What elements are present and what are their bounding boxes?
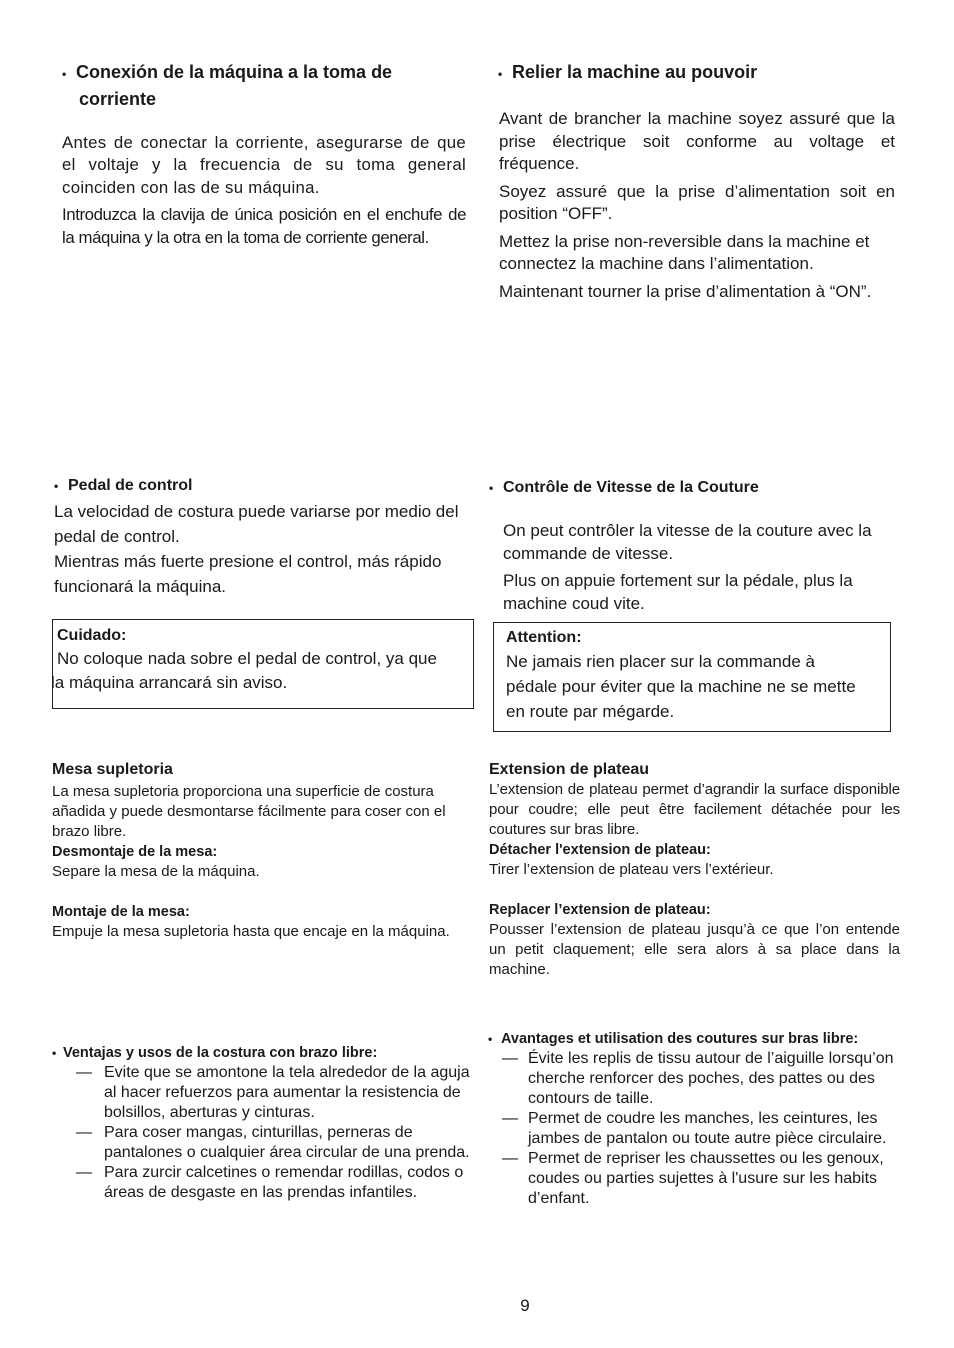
es-caution-line2: la máquina arrancará sin aviso. xyxy=(51,673,288,692)
fr-table-p1: L’extension de plateau permet d’agrandir la surface disponible pour coudre; elle peut être facilement détachée pour les coutures sur bras libre. xyxy=(489,781,900,838)
es-pedal-title: • Pedal de control xyxy=(54,474,474,498)
list-item: — Permet de coudre les manches, les ceintures, les jambes de pantalon ou toute autre pièce circulaire. xyxy=(502,1110,887,1147)
es-connect-section xyxy=(62,60,472,112)
fr-connect-body xyxy=(499,108,895,303)
es-connect-body xyxy=(62,132,466,249)
fr-speed-body xyxy=(503,520,895,615)
bullet: • xyxy=(54,479,59,493)
fr-speed-p1: On peut contrôler la vitesse de la couture avec la commande de vitesse. xyxy=(503,521,872,563)
fr-connect-title: • Relier la machine au pouvoir xyxy=(498,60,898,87)
fr-table-section xyxy=(489,760,900,980)
list-item: — Para coser mangas, cinturillas, perneras de pantalones o cualquier área circular de una prenda. xyxy=(76,1124,470,1161)
fr-attention-title: Attention: xyxy=(506,629,582,646)
dash-mark: — xyxy=(76,1124,92,1141)
fr-table-title: Extension de plateau xyxy=(489,761,650,778)
es-pedal-p2: Mientras más fuerte presione el control, más rápido funcionará la máquina. xyxy=(54,552,442,596)
list-item: — Evite que se amontone la tela alrededor de la aguja al hacer refuerzos para aumentar la resistencia de bolsillos, aberturas y cinturas. xyxy=(76,1064,470,1121)
es-connect-p2: Introduzca la clavija de única posición en el enchufe de la máquina y la otra en la toma de corriente general. xyxy=(62,205,466,247)
es-table-p1: La mesa supletoria proporciona una superficie de costura añadida y puede desmontarse fácilmente para coser con el brazo libre. xyxy=(52,783,446,840)
fr-freearm-title: • Avantages et utilisation des coutures sur bras libre: xyxy=(488,1031,859,1047)
dash-mark: — xyxy=(76,1164,92,1181)
es-pedal-section xyxy=(54,474,474,498)
fr-attention-box xyxy=(493,622,891,732)
list-item: — Para zurcir calcetines o remendar rodillas, codos o áreas de desgaste en las prendas infantiles. xyxy=(76,1164,464,1201)
dash-mark: — xyxy=(76,1064,92,1081)
es-connect-title: • Conexión de la máquina a la toma de corriente xyxy=(62,62,393,109)
es-table-title: Mesa supletoria xyxy=(52,761,173,778)
list-item: — Évite les replis de tissu autour de l’aiguille lorsqu’on cherche renforcer des poches, des pattes ou des contours de taille. xyxy=(502,1050,894,1107)
dash-mark: — xyxy=(502,1150,518,1167)
fr-connect-p1: Avant de brancher la machine soyez assuré que la prise électrique soit conforme au voltage et fréquence. xyxy=(499,109,895,173)
dash-mark: — xyxy=(502,1050,518,1067)
fr-table-mount-text: Pousser l’extension de plateau jusqu’à ce que l’on entende un petit claquement; elle sera alors à sa place dans la machine. xyxy=(489,921,900,978)
es-table-mount-title: Montaje de la mesa: xyxy=(52,904,190,920)
bullet: • xyxy=(498,67,503,81)
fr-connect-section xyxy=(498,60,898,87)
es-table-mount-text: Empuje la mesa supletoria hasta que encaje en la máquina. xyxy=(52,923,450,940)
es-connect-p1: Antes de conectar la corriente, asegurarse de que el voltaje y la frecuencia de su toma general coinciden con las de su máquina. xyxy=(62,133,466,197)
es-freearm-list xyxy=(52,1063,472,1203)
fr-speed-title: • Contrôle de Vitesse de la Couture xyxy=(489,476,909,500)
fr-speed-section xyxy=(489,476,909,500)
bullet: • xyxy=(52,1046,57,1060)
fr-attention-line3: en route par mégarde. xyxy=(506,702,675,721)
bullet: • xyxy=(488,1032,493,1046)
es-pedal-p1: La velocidad de costura puede variarse por medio del pedal de control. xyxy=(54,502,459,546)
es-table-remove-title: Desmontaje de la mesa: xyxy=(52,844,218,860)
dash-mark: — xyxy=(502,1110,518,1127)
fr-connect-p2: Soyez assuré que la prise d’alimentation soit en position “OFF”. xyxy=(499,181,895,223)
fr-table-remove-title: Détacher l'extension de plateau: xyxy=(489,842,711,858)
es-freearm-title: • Ventajas y usos de la costura con brazo libre: xyxy=(52,1045,378,1061)
fr-table-remove-text: Tirer l’extension de plateau vers l’extérieur. xyxy=(489,861,774,878)
es-freearm-section xyxy=(52,1043,472,1203)
es-table-remove-text: Separe la mesa de la máquina. xyxy=(52,863,260,880)
fr-freearm-section xyxy=(488,1029,904,1209)
fr-speed-p2: Plus on appuie fortement sur la pédale, plus la machine coud vite. xyxy=(503,571,853,613)
fr-connect-p3: Mettez la prise non-reversible dans la machine et connectez la machine dans l’alimentation. xyxy=(499,231,870,273)
fr-table-mount-title: Replacer l’extension de plateau: xyxy=(489,902,711,918)
es-caution-title: Cuidado: xyxy=(57,627,127,644)
es-caution-box xyxy=(52,619,474,709)
fr-attention-line1: Ne jamais rien placer sur la commande à xyxy=(506,652,815,671)
bullet: • xyxy=(62,67,67,81)
fr-connect-p4: Maintenant tourner la prise d’alimentation à “ON”. xyxy=(499,281,872,301)
list-item: — Permet de repriser les chaussettes ou les genoux, coudes ou parties sujettes à l'usure sur les habits d’enfant. xyxy=(502,1150,884,1207)
fr-freearm-list xyxy=(488,1049,904,1209)
es-table-section xyxy=(52,760,462,942)
es-pedal-body xyxy=(54,499,466,599)
es-caution-line1: No coloque nada sobre el pedal de control, ya que xyxy=(57,649,437,668)
fr-attention-line2: pédale pour éviter que la machine ne se mette xyxy=(506,677,856,696)
bullet: • xyxy=(489,481,494,495)
page-number: 9 xyxy=(520,1296,530,1315)
